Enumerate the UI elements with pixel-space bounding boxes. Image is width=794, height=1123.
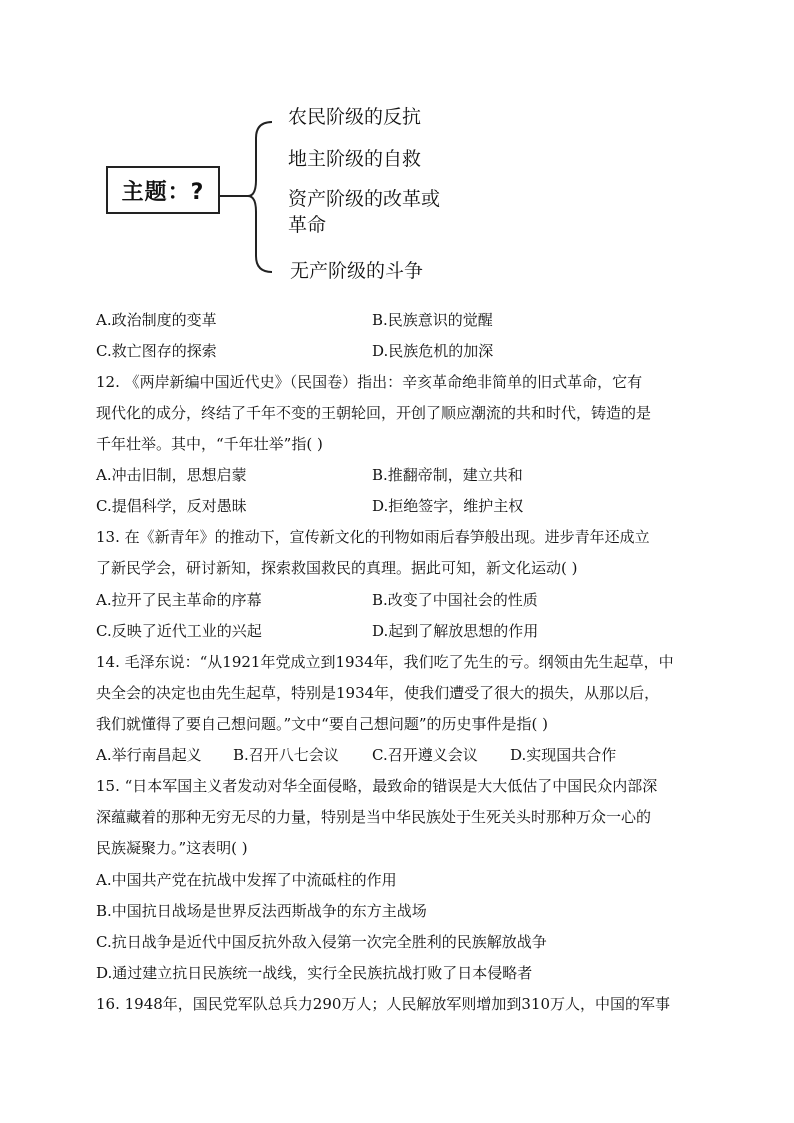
q15-option-a: A.中国共产党在抗战中发挥了中流砥柱的作用 — [96, 871, 397, 889]
q14-option-b: B.召开八七会议 — [233, 746, 339, 764]
q13-option-b: B.改变了中国社会的性质 — [372, 591, 538, 609]
theme-box: 主题：? — [106, 166, 220, 214]
q15-option-c: C.抗日战争是近代中国反抗外敌入侵第一次完全胜利的民族解放战争 — [96, 933, 547, 951]
branch-landlord: 地主阶级的自救 — [288, 148, 422, 170]
q11-option-b: B.民族意识的觉醒 — [372, 311, 493, 329]
q12-option-a: A.冲击旧制，思想启蒙 — [96, 466, 247, 484]
q14-option-d: D.实现国共合作 — [510, 746, 617, 764]
q11-option-d: D.民族危机的加深 — [372, 342, 494, 360]
q16-stem-line-1: 16. 1948年，国民党军队总兵力290万人；人民解放军则增加到310万人，中国的军事 — [96, 995, 671, 1013]
q14-stem-line-2: 央全会的决定也由先生起草，特别是1934年，使我们遭受了很大的损失，从那以后， — [96, 684, 660, 702]
q11-option-a: A.政治制度的变革 — [96, 311, 217, 329]
q14-option-c: C.召开遵义会议 — [372, 746, 478, 764]
q12-option-c: C.提倡科学，反对愚昧 — [96, 497, 247, 515]
q14-stem-line-1: 14. 毛泽东说：“从1921年党成立到1934年，我们吃了先生的亏。纲领由先生起草，中 — [96, 653, 674, 671]
q15-option-b: B.中国抗日战场是世界反法西斯战争的东方主战场 — [96, 902, 427, 920]
q15-option-d: D.通过建立抗日民族统一战线，实行全民族抗战打败了日本侵略者 — [96, 964, 533, 982]
theme-diagram — [0, 0, 794, 300]
q13-option-a: A.拉开了民主革命的序幕 — [96, 591, 262, 609]
q15-stem-line-3: 民族凝聚力。”这表明( ) — [96, 839, 248, 857]
q14-option-a: A.举行南昌起义 — [96, 746, 202, 764]
q12-stem-line-1: 12. 《两岸新编中国近代史》（民国卷）指出：辛亥革命绝非简单的旧式革命，它有 — [96, 373, 643, 391]
q13-stem-line-1: 13. 在《新青年》的推动下，宣传新文化的刊物如雨后春笋般出现。进步青年还成立 — [96, 528, 650, 546]
q12-option-d: D.拒绝签字，维护主权 — [372, 497, 524, 515]
branch-peasant: 农民阶级的反抗 — [288, 106, 422, 128]
q13-stem-line-2: 了新民学会，研讨新知，探索救国救民的真理。据此可知，新文化运动( ) — [96, 559, 578, 577]
q12-stem-line-3: 千年壮举。其中，“千年壮举”指( ) — [96, 435, 323, 453]
branch-proletariat: 无产阶级的斗争 — [290, 260, 424, 282]
branch-bourgeois: 资产阶级的改革或革命 — [288, 188, 441, 236]
q14-stem-line-3: 我们就懂得了要自己想问题。”文中“要自己想问题”的历史事件是指( ) — [96, 715, 548, 733]
q12-option-b: B.推翻帝制，建立共和 — [372, 466, 523, 484]
q11-option-c: C.救亡图存的探索 — [96, 342, 217, 360]
q15-stem-line-2: 深蕴藏着的那种无穷无尽的力量，特别是当中华民族处于生死关头时那种万众一心的 — [96, 808, 652, 826]
q13-option-c: C.反映了近代工业的兴起 — [96, 622, 262, 640]
q13-option-d: D.起到了解放思想的作用 — [372, 622, 539, 640]
q15-stem-line-1: 15. “日本军国主义者发动对华全面侵略，最致命的错误是大大低估了中国民众内部深 — [96, 777, 658, 795]
q12-stem-line-2: 现代化的成分，终结了千年不变的王朝轮回，开创了顺应潮流的共和时代，铸造的是 — [96, 404, 652, 422]
